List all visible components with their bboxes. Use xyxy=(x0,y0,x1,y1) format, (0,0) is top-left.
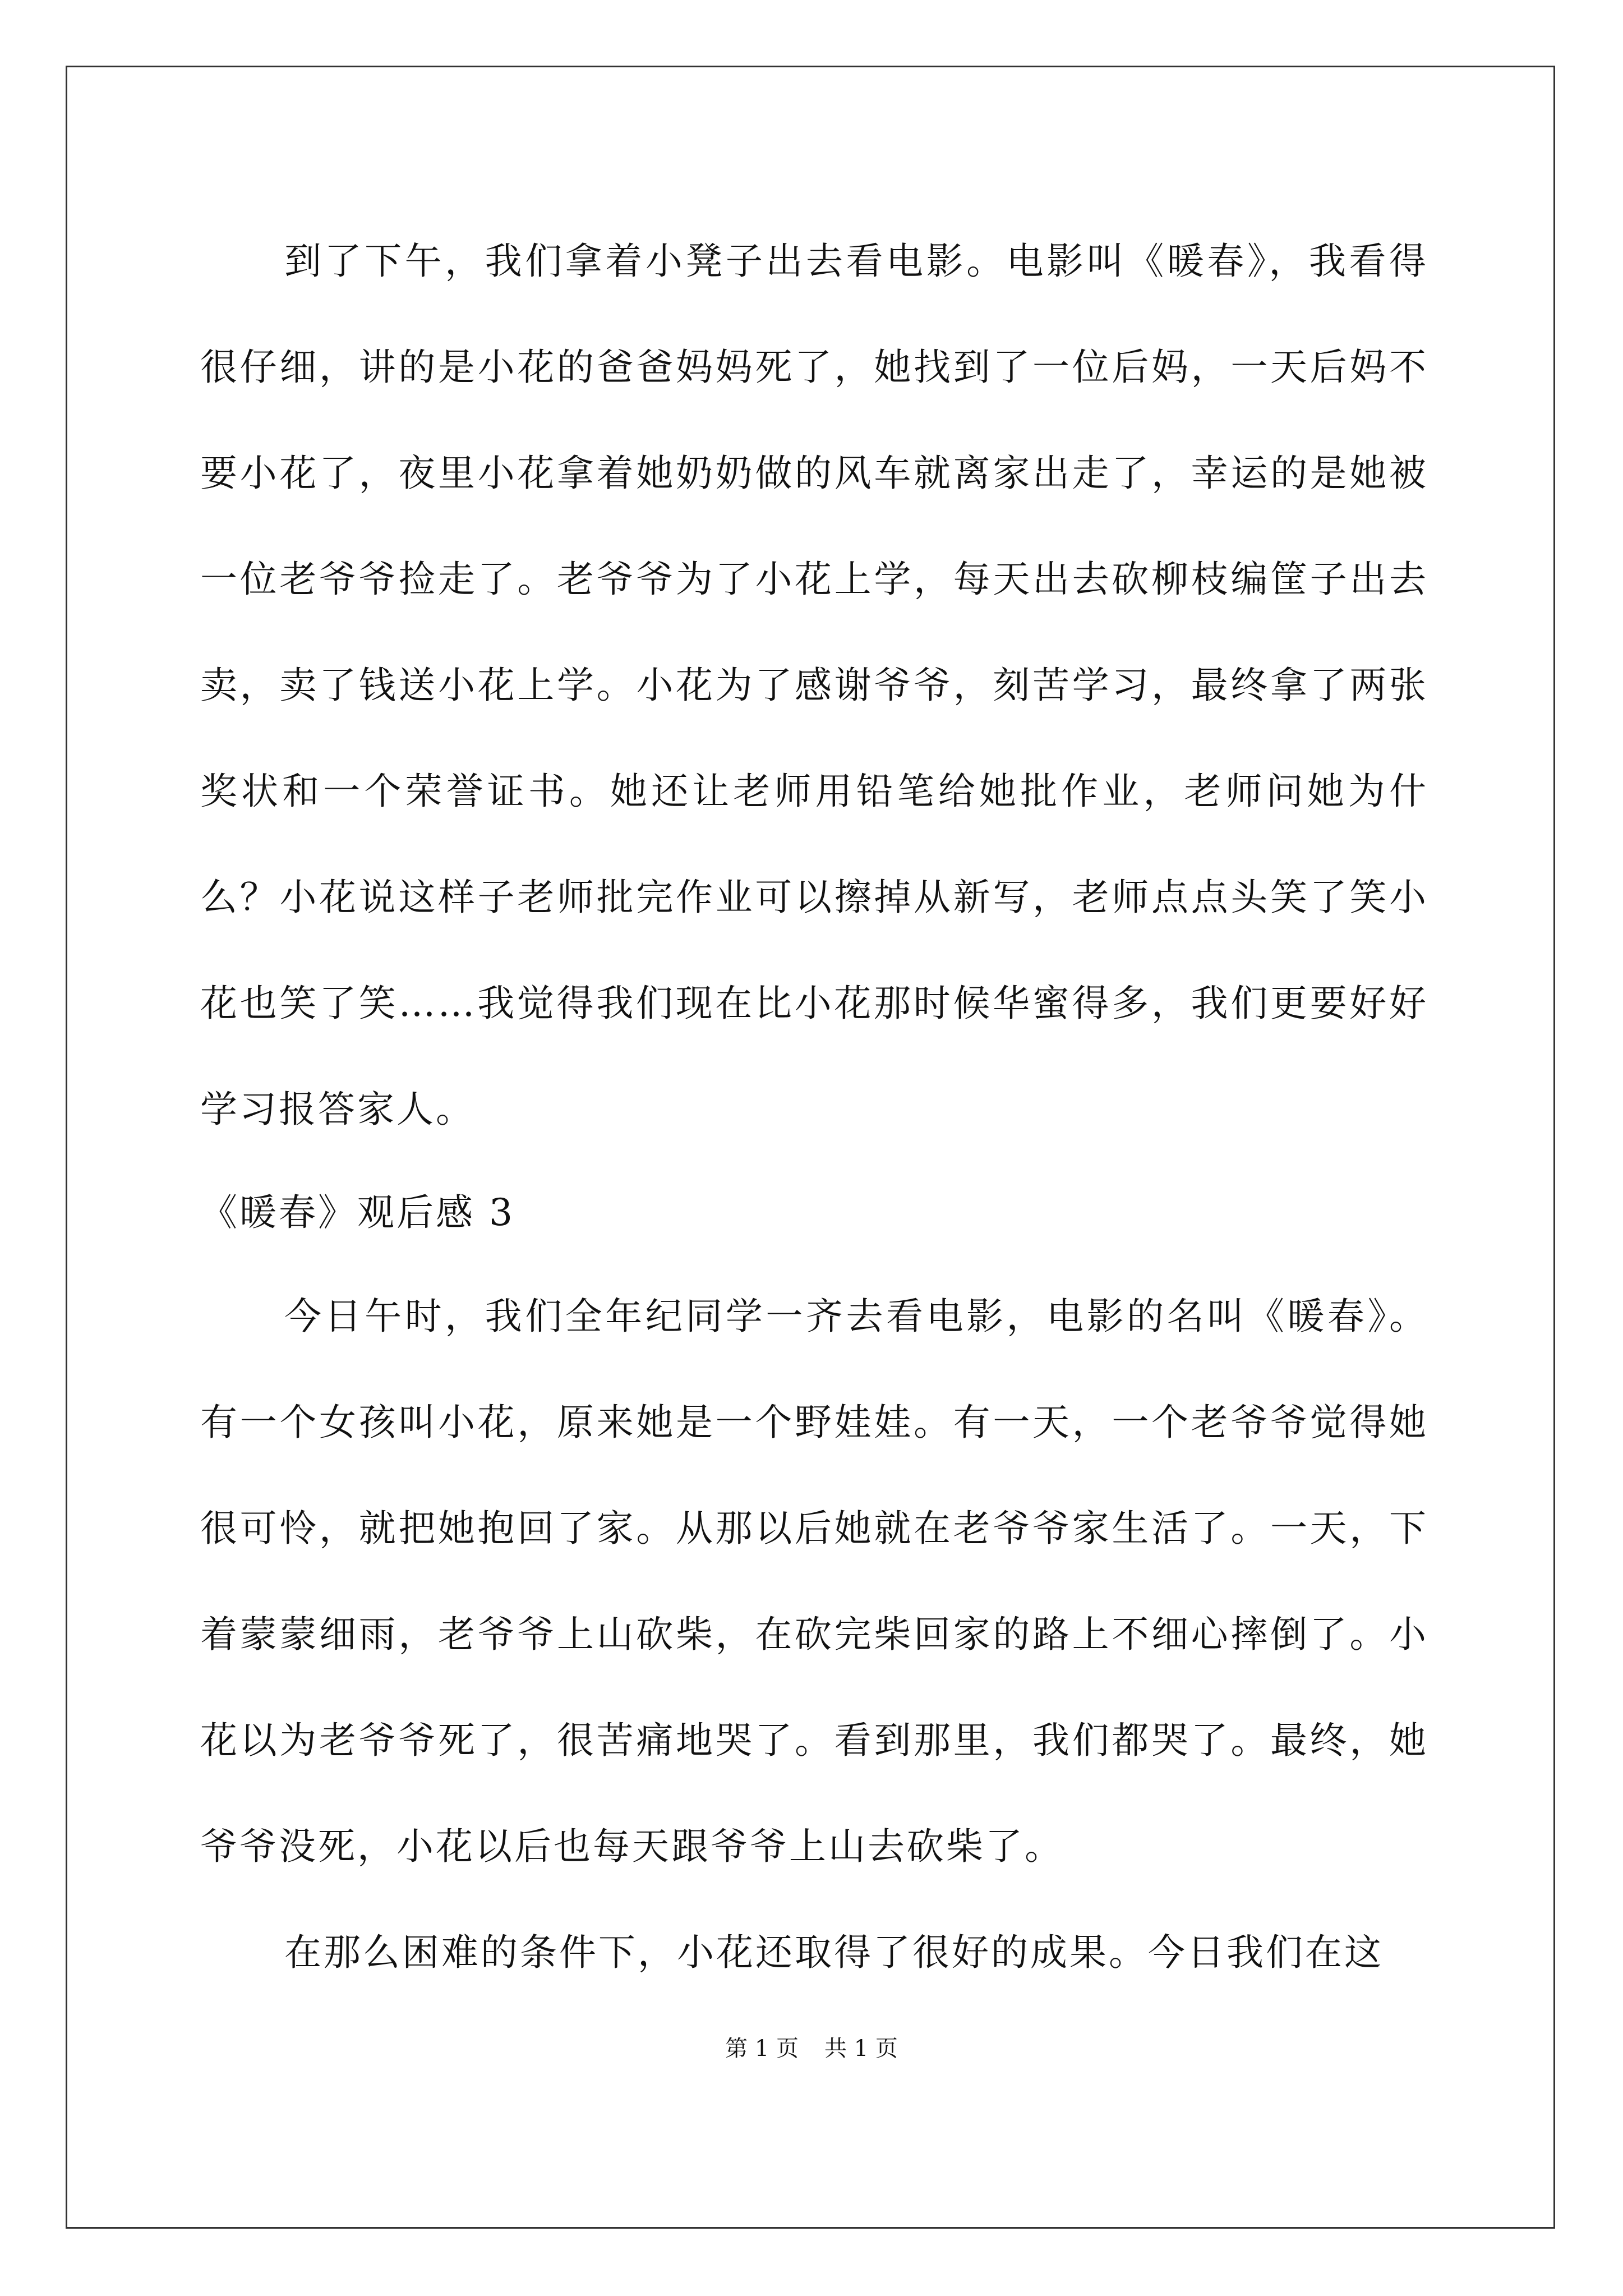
paragraph-3: 在那么困难的条件下，小花还取得了很好的成果。今日我们在这 xyxy=(284,1931,1384,1974)
section-heading: 《暖春》观后感 3 xyxy=(200,1191,515,1234)
page-total: 共 1 页 xyxy=(824,2036,898,2062)
document-body xyxy=(200,208,1428,2005)
paragraph-1: 到了下午，我们拿着小凳子出去看电影。电影叫《暖春》，我看得很仔细，讲的是小花的爸爸妈妈死了，她找到了一位后妈，一天后妈不要小花了，夜里小花拿着她奶奶做的风车就离家出走了，幸运的是她被一位老爷爷捡走了。老爷爷为了小花上学，每天出去砍柳枝编筐子出去卖，卖了钱送小花上学。小花为了感谢爷爷，刻苦学习，最终拿了两张奖状和一个荣誉证书。她还让老师用铅笔给她批作业，老师问她为什么？小花说这样子老师批完作业可以擦掉从新写，老师点点头笑了笑小花也笑了笑……我觉得我们现在比小花那时候华蜜得多，我们更要好好学习报答家人。 xyxy=(200,240,1428,1131)
paragraph-2: 今日午时，我们全年纪同学一齐去看电影，电影的名叫《暖春》。有一个女孩叫小花，原来她是一个野娃娃。有一天，一个老爷爷觉得她很可怜，就把她抱回了家。从那以后她就在老爷爷家生活了。一天，下着蒙蒙细雨，老爷爷上山砍柴，在砍完柴回家的路上不细心摔倒了。小花以为老爷爷死了，很苦痛地哭了。看到那里，我们都哭了。最终，她爷爷没死，小花以后也每天跟爷爷上山去砍柴了。 xyxy=(200,1295,1428,1868)
page-number: 第 1 页 xyxy=(725,2036,799,2062)
page-footer xyxy=(0,2031,1623,2063)
